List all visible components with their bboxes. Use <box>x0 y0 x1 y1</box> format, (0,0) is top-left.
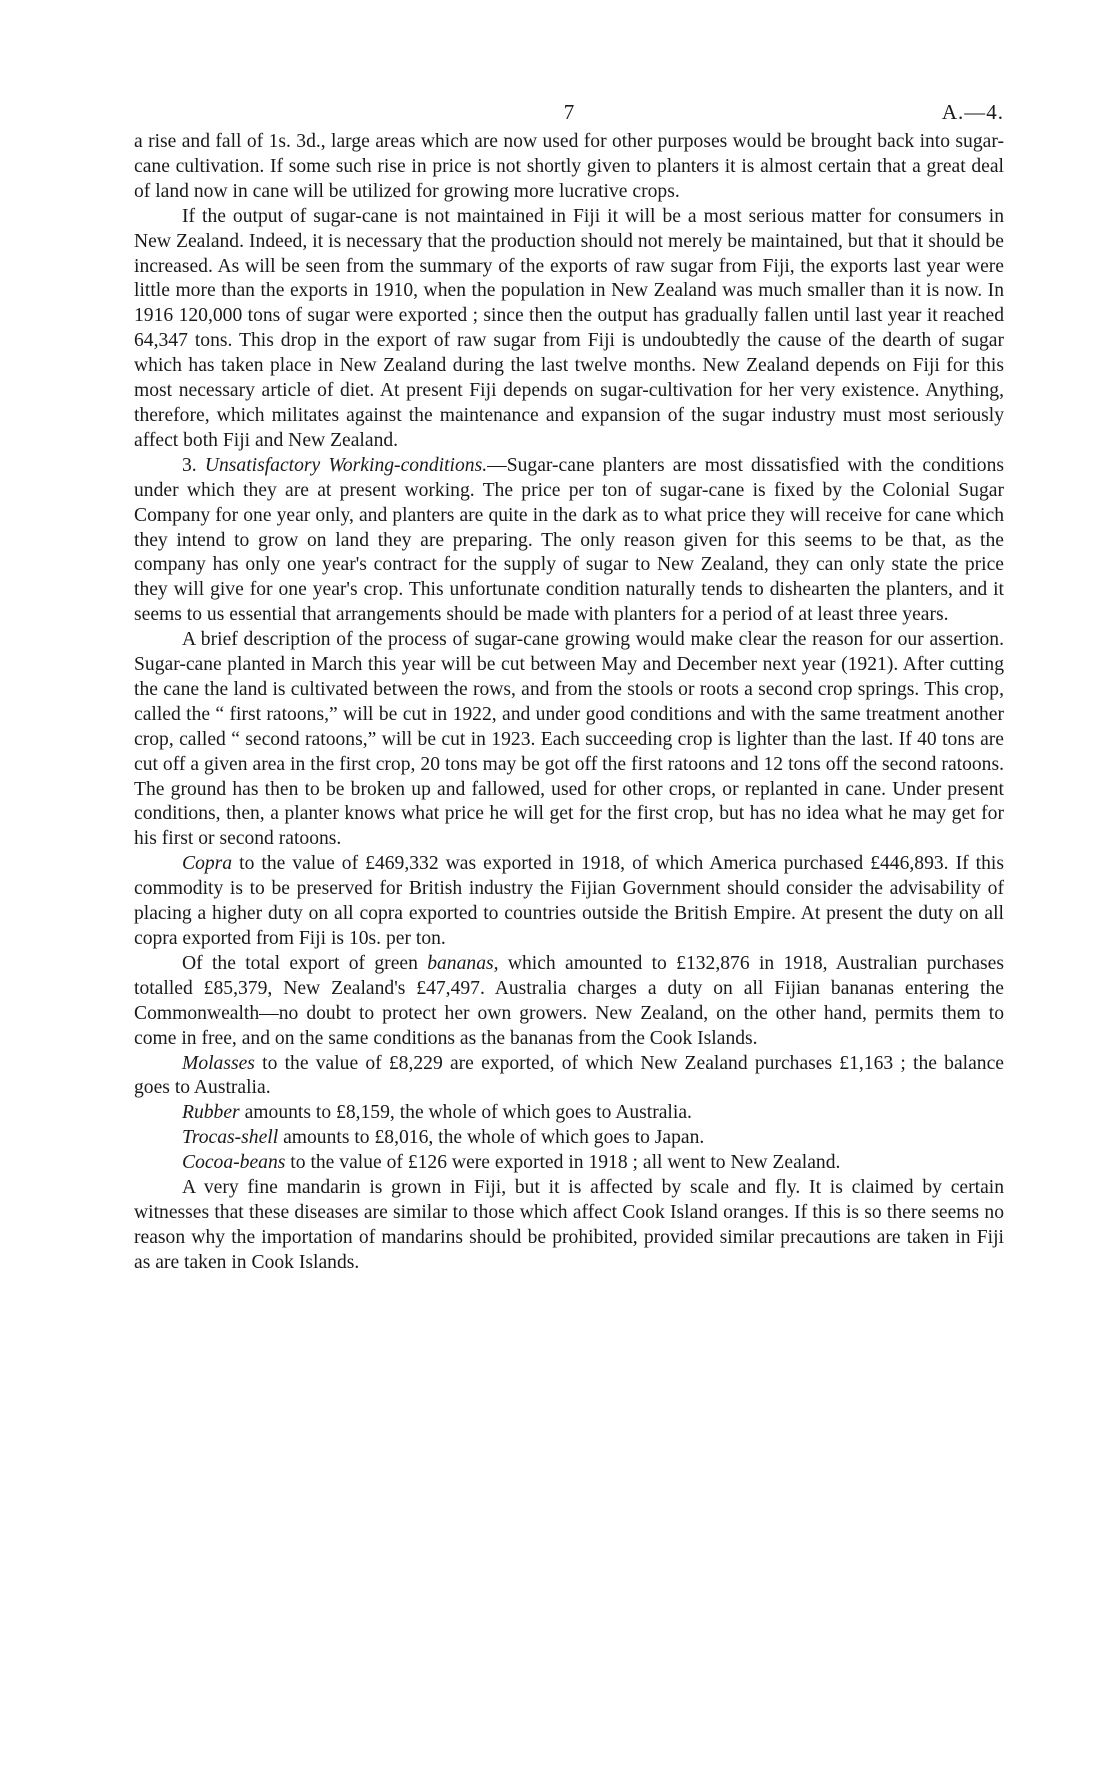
paragraph-trocas-shell <box>134 1126 1004 1151</box>
paragraph-rubber <box>134 1101 1004 1126</box>
section-heading: Unsatisfactory Working-conditions. <box>204 454 488 476</box>
commodity-name: Copra <box>182 853 233 875</box>
paragraph-copra <box>134 852 1004 952</box>
paragraph-text: to the value of £469,332 was exported in 1918, of which America purchased £446,893. If this commodity is to be preserved for British industry the Fijian Government should consider the advisability of placing a higher duty on all copra exported to countries outside the British Empire. At present the duty on all copra exported from Fiji is 10s. per ton. <box>134 853 1004 949</box>
paragraph-working-conditions <box>134 454 1004 628</box>
commodity-name: Rubber <box>182 1102 240 1124</box>
section-number: 3. <box>182 454 205 476</box>
page-number: 7 <box>563 100 575 124</box>
paragraph-cocoa-beans <box>134 1151 1004 1176</box>
commodity-name: bananas, <box>427 952 499 974</box>
commodity-name: Cocoa-beans <box>182 1152 286 1174</box>
paragraph-mandarins: A very fine mandarin is grown in Fiji, but it is affected by scale and fly. It is claimed by certain witnesses that these diseases are similar to those which affect Cook Island oranges. If this is so there seems no reason why the importation of mandarins should be prohibited, provided similar precautions are taken in Fiji as are taken in Cook Islands. <box>134 1177 1004 1273</box>
paragraph-sugar-price: a rise and fall of 1s. 3d., large areas which are now used for other purposes would be brought back into sugar-cane cultivation. If some such rise in price is not shortly given to planters it is almost certain that a great deal of land now in cane will be utilized for growing more lucrative crops. <box>134 131 1004 202</box>
document-page <box>134 100 1004 1276</box>
paragraph-molasses <box>134 1052 1004 1102</box>
commodity-name: Molasses <box>182 1052 255 1074</box>
paragraph-cane-growing: A brief description of the process of sugar-cane growing would make clear the reason for our assertion. Sugar-cane planted in March this year will be cut between May and December next year (1921). After cutting the cane the land is cultivated between the rows, and from the stools or roots a second crop springs. This crop, called the “ first ratoons,” will be cut in 1922, and under good conditions and with the same treatment another crop, called “ second ratoons,” will be cut in 1923. Each succeeding crop is lighter than the last. If 40 tons are cut off a given area in the first crop, 20 tons may be got off the first ratoons and 12 tons off the second ratoons. The ground has then to be broken up and fallowed, used for other crops, or replanted in cane. Under present conditions, then, a planter knows what price he will get for the first crop, but has no idea what he may get for his first or second ratoons. <box>134 629 1004 850</box>
paragraph-text: to the value of £8,229 are exported, of which New Zealand purchases £1,163 ; the balance goes to Australia. <box>134 1052 1004 1099</box>
paragraph-text: which amounted to £132,876 in 1918, Australian purchases totalled £85,379, New Zealand's £47,497. Australia charges a duty on all Fijian bananas entering the Commonwealth—no doubt to protect her own growers. New Zealand, on the other hand, permits them to come in free, and on the same conditions as the bananas from the Cook Islands. <box>134 952 1004 1049</box>
section-text: —Sugar-cane planters are most dissatisfied with the conditions under which they are at present working. The price per ton of sugar-cane is fixed by the Colonial Sugar Company for one year only, and planters are quite in the dark as to what price they will receive for cane which they intend to grow on land they are preparing. The only reason given for this seems to be that, as the company has only one year's contract for the supply of sugar to New Zealand, they can only state the price they will give for one year's crop. This unfortunate condition naturally tends to dishearten the planters, and it seems to us essential that arrangements should be made with planters for a period of at least three years. <box>134 454 1004 626</box>
document-reference: A.—4. <box>941 100 1004 124</box>
paragraph-sugar-output: If the output of sugar-cane is not maintained in Fiji it will be a most serious matter for consumers in New Zealand. Indeed, it is necessary that the production should not merely be maintained, but that it should be increased. As will be seen from the summary of the exports of raw sugar from Fiji, the exports last year were little more than the exports in 1910, when the population in New Zealand was much smaller than it is now. In 1916 120,000 tons of sugar were exported ; since then the output has gradually fallen until last year it reached 64,347 tons. This drop in the export of raw sugar from Fiji is undoubtedly the cause of the dearth of sugar which has taken place in New Zealand during the last twelve months. New Zealand depends on Fiji for this most necessary article of diet. At present Fiji depends on sugar-cultivation for her very existence. Anything, therefore, which militates against the maintenance and expansion of the sugar industry must most seriously affect both Fiji and New Zealand. <box>134 205 1004 451</box>
paragraph-text: Of the total export of green <box>182 952 428 974</box>
body-text <box>134 130 1004 1276</box>
commodity-name: Trocas-shell <box>182 1127 279 1149</box>
paragraph-text: amounts to £8,016, the whole of which goes to Japan. <box>278 1127 705 1149</box>
paragraph-text: to the value of £126 were exported in 1918 ; all went to New Zealand. <box>285 1152 841 1174</box>
paragraph-bananas <box>134 952 1004 1052</box>
paragraph-text: amounts to £8,159, the whole of which goes to Australia. <box>239 1102 692 1124</box>
page-header <box>134 100 1004 130</box>
